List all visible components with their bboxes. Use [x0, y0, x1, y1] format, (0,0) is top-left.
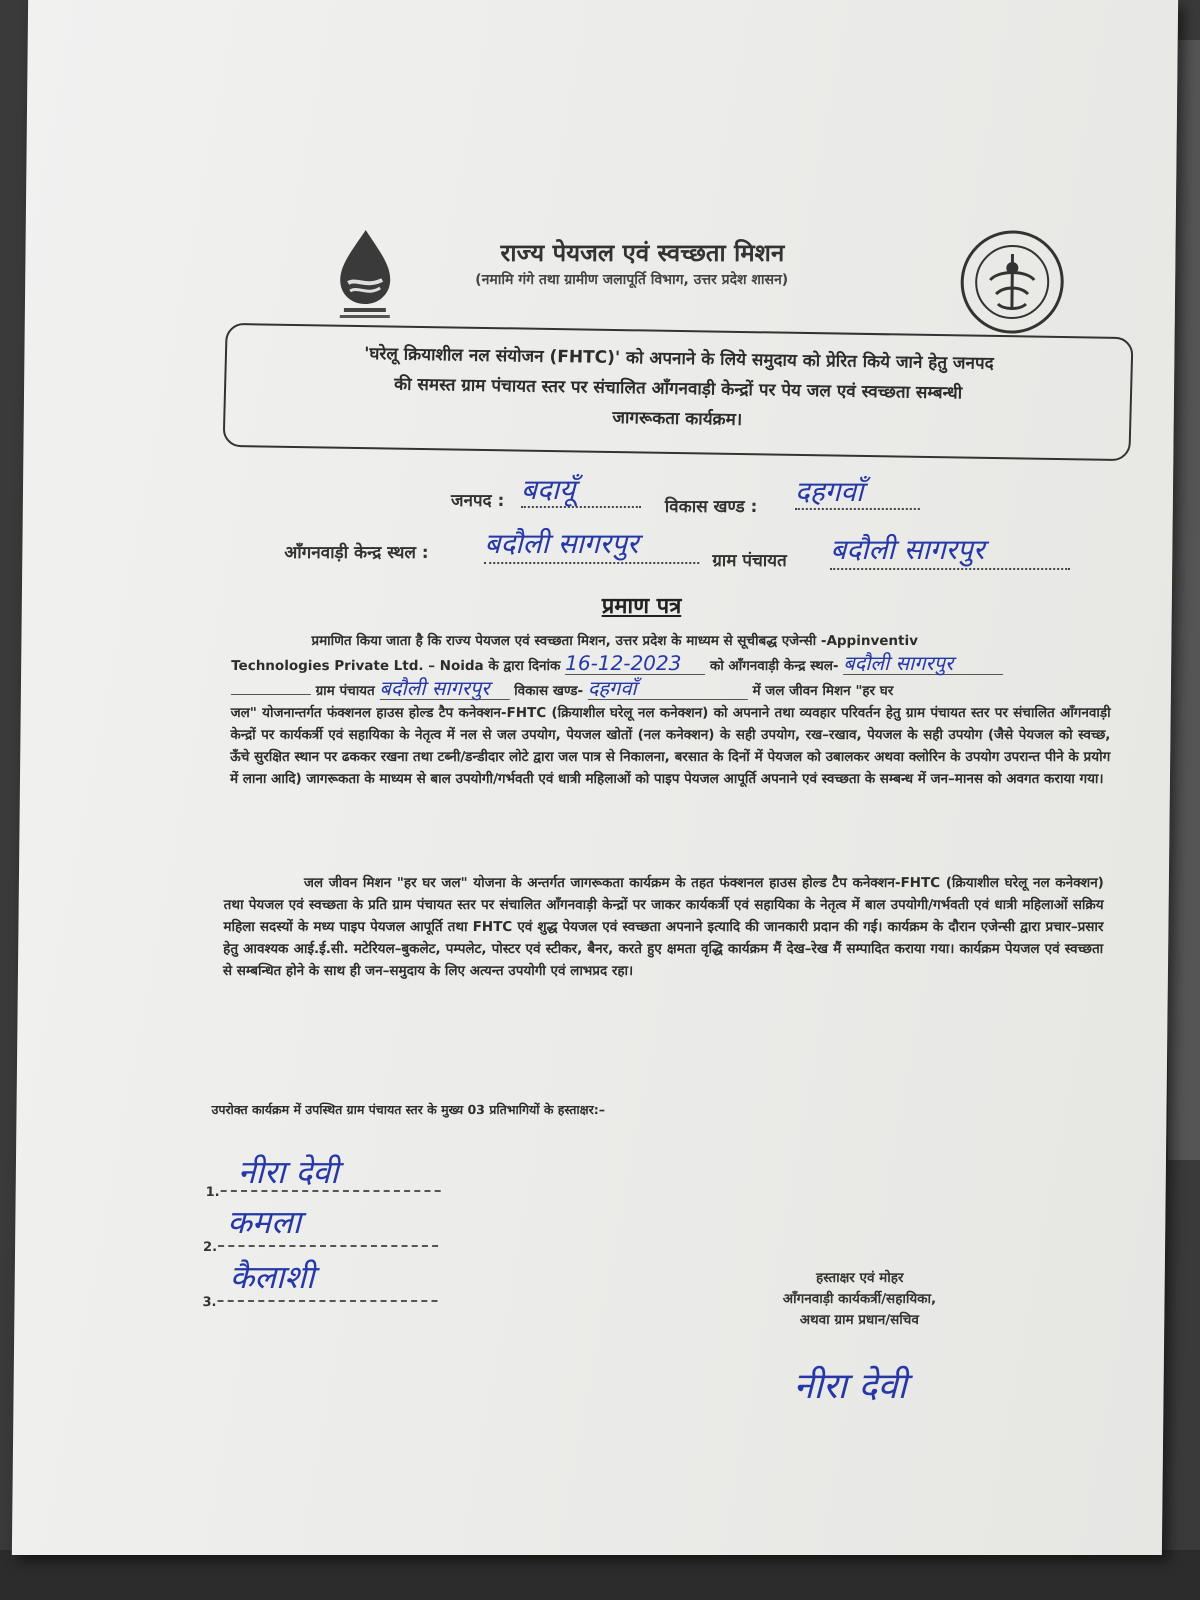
- certificate-paragraph-2: जल जीवन मिशन "हर घर जल" योजना के अन्तर्गत जागरूकता कार्यक्रम के तहत फंक्शनल हाउस होल्ड टैप कनेक्शन-FHTC (क्रियाशील घरेलू नल कनेक्शन) तथा पेयजल एवं स्वच्छता के प्रति ग्राम पंचायत स्तर पर संचालित आँगनवाड़ी केन्द्रों पर जाकर कार्यकर्त्री एवं सहायिका के नेतृत्व में बाल उपयोगी/गर्भवती एवं धात्री महिलाओं सक्रिय महिला सदस्यों के मध्य पाइप पेयजल आपूर्ति तथा FHTC एवं शुद्ध पेयजल एवं स्वच्छता अपनाने इत्यादि की जानकारी प्रदान की गई। कार्यक्रम के दौरान एजेन्सी द्वारा प्रचार–प्रसार हेतु आवश्यक आई.ई.सी. मटेरियल–बुकलेट, पम्पलेट, पोस्टर एवं स्टीकर, बैनर, करते हुए क्षमता वृद्धि कार्यक्रम मैं देख–रेख मैं सम्पादित कराया गया। कार्यक्रम पेयजल एवं स्वच्छता से सम्बन्धित होने के साथ ही जन–समुदाय के लिए अत्यन्त उपयोगी एवं लाभप्रद रहा।: [222, 875, 1104, 979]
- para1-line-b: [231, 652, 1111, 677]
- stamp-line-1: हस्ताक्षर एवं मोहर: [815, 1270, 904, 1286]
- header-subtitle: (नमामि गंगे तथा ग्रामीण जलापूर्ति विभाग, उत्तर प्रदेश शासन): [475, 272, 789, 288]
- authority-signature: नीरा देवी: [793, 1366, 908, 1407]
- centre-label: आँगनवाड़ी केन्द्र स्थल :: [284, 543, 429, 563]
- para1-panchayat-hand: बदौली सागरपुर: [379, 677, 509, 700]
- desk-background-bottom: [0, 1550, 1200, 1600]
- header-title: राज्य पेयजल एवं स्वच्छता मिशन: [500, 239, 785, 267]
- participant-2-signature: कमला: [227, 1203, 302, 1241]
- district-label: जनपद :: [450, 491, 505, 511]
- participant-3-signature: कैलाशी: [229, 1258, 315, 1296]
- up-government-seal: [960, 230, 1066, 335]
- stamp-line-3: अथवा ग्राम प्रधान/सचिव: [799, 1312, 919, 1328]
- water-drop-icon: [330, 228, 401, 323]
- program-line-1: 'घरेलू क्रियाशील नल संयोजन (FHTC)' को अपनाने के लिये समुदाय को प्रेरित किये जाने हेतु जनपद: [363, 344, 994, 374]
- program-title-box: [223, 323, 1134, 461]
- para1-line-c: [231, 677, 1111, 702]
- para1-panchayat-text: ग्राम पंचायत: [315, 683, 375, 699]
- para1-agency: Technologies Private Ltd. – Noida के द्वारा दिनांक: [231, 658, 561, 674]
- participant-3-number: 3.: [202, 1295, 217, 1310]
- para1-block-hand: दहगवाँ: [588, 677, 748, 700]
- panchayat-label: ग्राम पंचायत: [712, 551, 787, 571]
- program-date: 16-12-2023: [565, 652, 705, 675]
- participants-intro: उपरोक्त कार्यक्रम में उपस्थित ग्राम पंचायत स्तर के मुख्य 03 प्रतिभागियों के हस्ताक्षर:–: [211, 1102, 606, 1117]
- program-line-3: जागरूकता कार्यक्रम।: [612, 407, 743, 431]
- para1-line-a: प्रमाणित किया जाता है कि राज्य पेयजल एवं स्वच्छता मिशन, उत्तर प्रदेश के माध्यम से सूचीबद्ध एजेन्सी -Appinventiv: [311, 633, 919, 649]
- participant-1-signature: नीरा देवी: [237, 1153, 339, 1191]
- block-label: विकास खण्ड :: [664, 497, 758, 517]
- program-line-2: की समस्त ग्राम पंचायत स्तर पर संचालित आँगनवाड़ी केन्द्रों पर पेय जल एवं स्वच्छता सम्बन्धी: [393, 374, 963, 404]
- block-value: दहगवाँ: [795, 472, 920, 510]
- certificate-paragraph-1: [230, 630, 1112, 790]
- blank-line: [231, 694, 311, 695]
- certificate-title: प्रमाण पत्र: [601, 594, 682, 619]
- stamp-line-2: आँगनवाड़ी कार्यकर्त्री/सहायिका,: [782, 1291, 937, 1307]
- participant-2-number: 2.: [202, 1240, 218, 1255]
- certificate-page: [12, 0, 1178, 1555]
- para1-block-text: विकास खण्ड-: [514, 683, 584, 699]
- seal-emblem-icon: [960, 230, 1066, 335]
- para1-mission-text: में जल जीवन मिशन "हर घर: [752, 683, 894, 699]
- centre-value: बदौली सागरपुर: [484, 524, 699, 564]
- para1-centre-text: को आँगनवाड़ी केन्द्र स्थल-: [709, 658, 839, 674]
- para1-body: जल" योजनान्तर्गत फंक्शनल हाउस होल्ड टैप कनेक्शन-FHTC (क्रियाशील घरेलू नल कनेक्शन) को अपनाने तथा व्यवहार परिवर्तन हेतु ग्राम पंचायत स्तर पर संचालित आँगनवाड़ी केन्द्रों पर कार्यकर्त्री एवं सहायिका के नेतृत्व में नल से जल उपयोग, पेयजल खोतों (नल कनेक्शन) के सही उपयोग, रख–रखाव, पेयजल के सही उपयोग (जैसे पेयजल को स्वच्छ, ऊँचे सुरक्षित स्थान पर ढककर रखना तथा टब्नी/डन्डीदार लोटे द्वारा जल पात्र से निकालना, बरसात के दिनों में पेयजल को उबालकर अथवा क्लोरिन के उपयोग उपरान्त पीने के प्रयोग में लाना आदि) जागरूकता के माध्यम से बाल उपयोगी/गर्भवती एवं धात्री महिलाओं को पाइप पेयजल आपूर्ति अपनाने एवं स्वच्छता के सम्बन्ध में जन–मानस को अवगत कराया गया।: [229, 705, 1111, 787]
- para1-centre-hand: बदौली सागरपुर: [843, 652, 1003, 675]
- participant-1-number: 1.: [205, 1185, 220, 1200]
- district-value: बदायूँ: [521, 470, 641, 508]
- panchayat-value: बदौली सागरपुर: [830, 530, 1070, 570]
- har-ghar-jal-logo: [330, 228, 401, 323]
- stamp-block: [739, 1268, 980, 1331]
